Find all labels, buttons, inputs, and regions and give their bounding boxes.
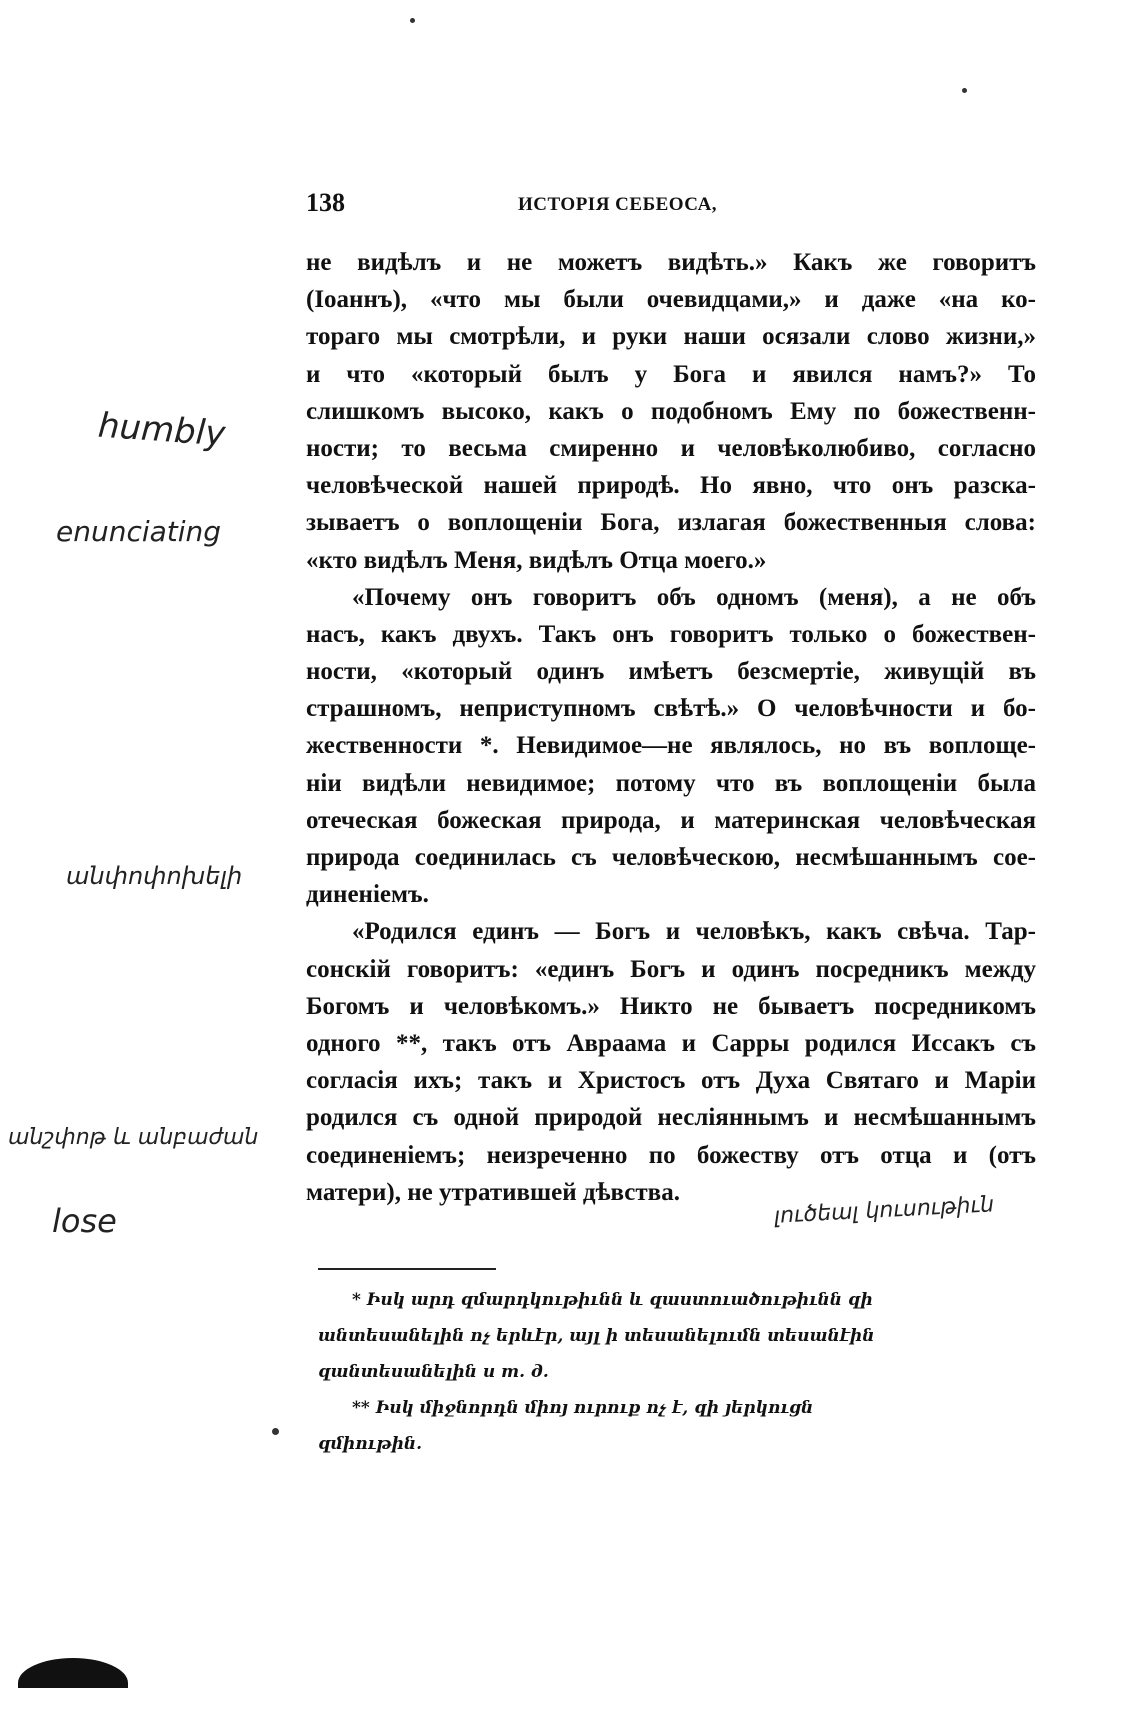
margin-note-enunciating: enunciating (56, 515, 222, 548)
main-text (306, 244, 1036, 1211)
text-line: и что «который былъ у Бога и явился намъ?» То (306, 360, 1036, 388)
text-line: не видѣлъ и не можетъ видѣть.» Какъ же говоритъ (306, 249, 1036, 276)
text-line: Богомъ и человѣкомъ.» Никто не бываетъ посредникомъ (306, 992, 1036, 1020)
text-line: зываетъ о воплощеніи Бога, излагая божественныя слова: (306, 509, 1036, 537)
footnote-line: անտեսանելին ոչ երևէր, այլ ի տեսանելումն տեսանէին (318, 1326, 875, 1346)
text-line: «Почему онъ говоритъ объ одномъ (меня), а не объ (352, 583, 1036, 611)
text-line: жественности *. Невидимое—не являлось, но въ воплоще- (306, 732, 1036, 760)
margin-note-armenian-1: անփոփոխելի (66, 862, 243, 890)
text-line: одного **, такъ отъ Авраама и Сарры родился Иссакъ съ (306, 1029, 1036, 1057)
text-line: ности, «который одинъ имѣетъ безсмертіе, живущій въ (306, 658, 1036, 686)
running-title: ИСТОРІЯ СЕБЕОСА, (518, 194, 718, 215)
text-line: тораго мы смотрѣли, и руки наши осязали слово жизни,» (306, 323, 1036, 351)
text-line: природа соединилась съ человѣческою, несмѣшаннымъ сое- (306, 844, 1036, 871)
text-line: «Родился единъ — Богъ и человѣкъ, какъ свѣча. Тар- (352, 918, 1036, 946)
footnote-line: * Իսկ արդ զմարդկութիւնն և զաստուածութիւնն զի (352, 1290, 873, 1310)
scan-speck (272, 1428, 279, 1435)
text-line: родился съ одной природой неслiяннымъ и несмѣшаннымъ (306, 1104, 1036, 1132)
scan-speck (962, 88, 967, 93)
page-header (306, 188, 1028, 224)
footnotes (318, 1282, 1038, 1462)
footnote-line: զմիութին. (318, 1434, 423, 1454)
footnote-line: զանտեսանելին и т. д. (318, 1362, 549, 1382)
text-line: сонскій говоритъ: «единъ Богъ и одинъ посредникъ между (306, 955, 1036, 983)
text-line: диненіемъ. (306, 881, 429, 909)
text-line: человѣческой нашей природѣ. Но явно, что онъ разска- (306, 472, 1036, 500)
text-line: отеческая божеская природа, и материнская человѣческая (306, 806, 1036, 834)
text-line: (Іоаннъ), «что мы были очевидцами,» и даже «на ко- (306, 286, 1036, 314)
scan-speck (410, 18, 415, 23)
page-number: 138 (306, 188, 345, 217)
margin-note-armenian-2: անշփոթ և անբաժան (8, 1125, 259, 1150)
footnote-rule (318, 1268, 496, 1270)
margin-note-humbly: humbly (96, 405, 227, 455)
text-line: ности; то весьма смиренно и человѣколюбиво, согласно (306, 434, 1036, 462)
margin-note-armenian-3: լուծեալ կուսութիւն (773, 1192, 995, 1229)
text-line: слишкомъ высоко, какъ о подобномъ Ему по божественн- (306, 397, 1036, 425)
footnote-line: ** Իսկ միջնորդն միոյ ուրուք ոչ է, զի յերկուցն (352, 1398, 814, 1418)
text-line: ніи видѣли невидимое; потому что въ воплощеніи была (306, 769, 1036, 797)
text-line: «кто видѣлъ Меня, видѣлъ Отца моего.» (306, 546, 767, 574)
text-line: матери), не утратившей дѣвства. (306, 1178, 680, 1206)
text-line: страшномъ, неприступномъ свѣтѣ.» О человѣчности и бо- (306, 695, 1036, 723)
margin-note-lose: lose (52, 1202, 117, 1240)
text-line: соединеніемъ; неизреченно по божеству отъ отца и (отъ (306, 1141, 1036, 1169)
text-line: согласія ихъ; такъ и Христосъ отъ Духа Святаго и Маріи (306, 1067, 1036, 1095)
text-line: насъ, какъ двухъ. Такъ онъ говоритъ только о божествен- (306, 620, 1036, 648)
ink-blot (18, 1658, 128, 1688)
